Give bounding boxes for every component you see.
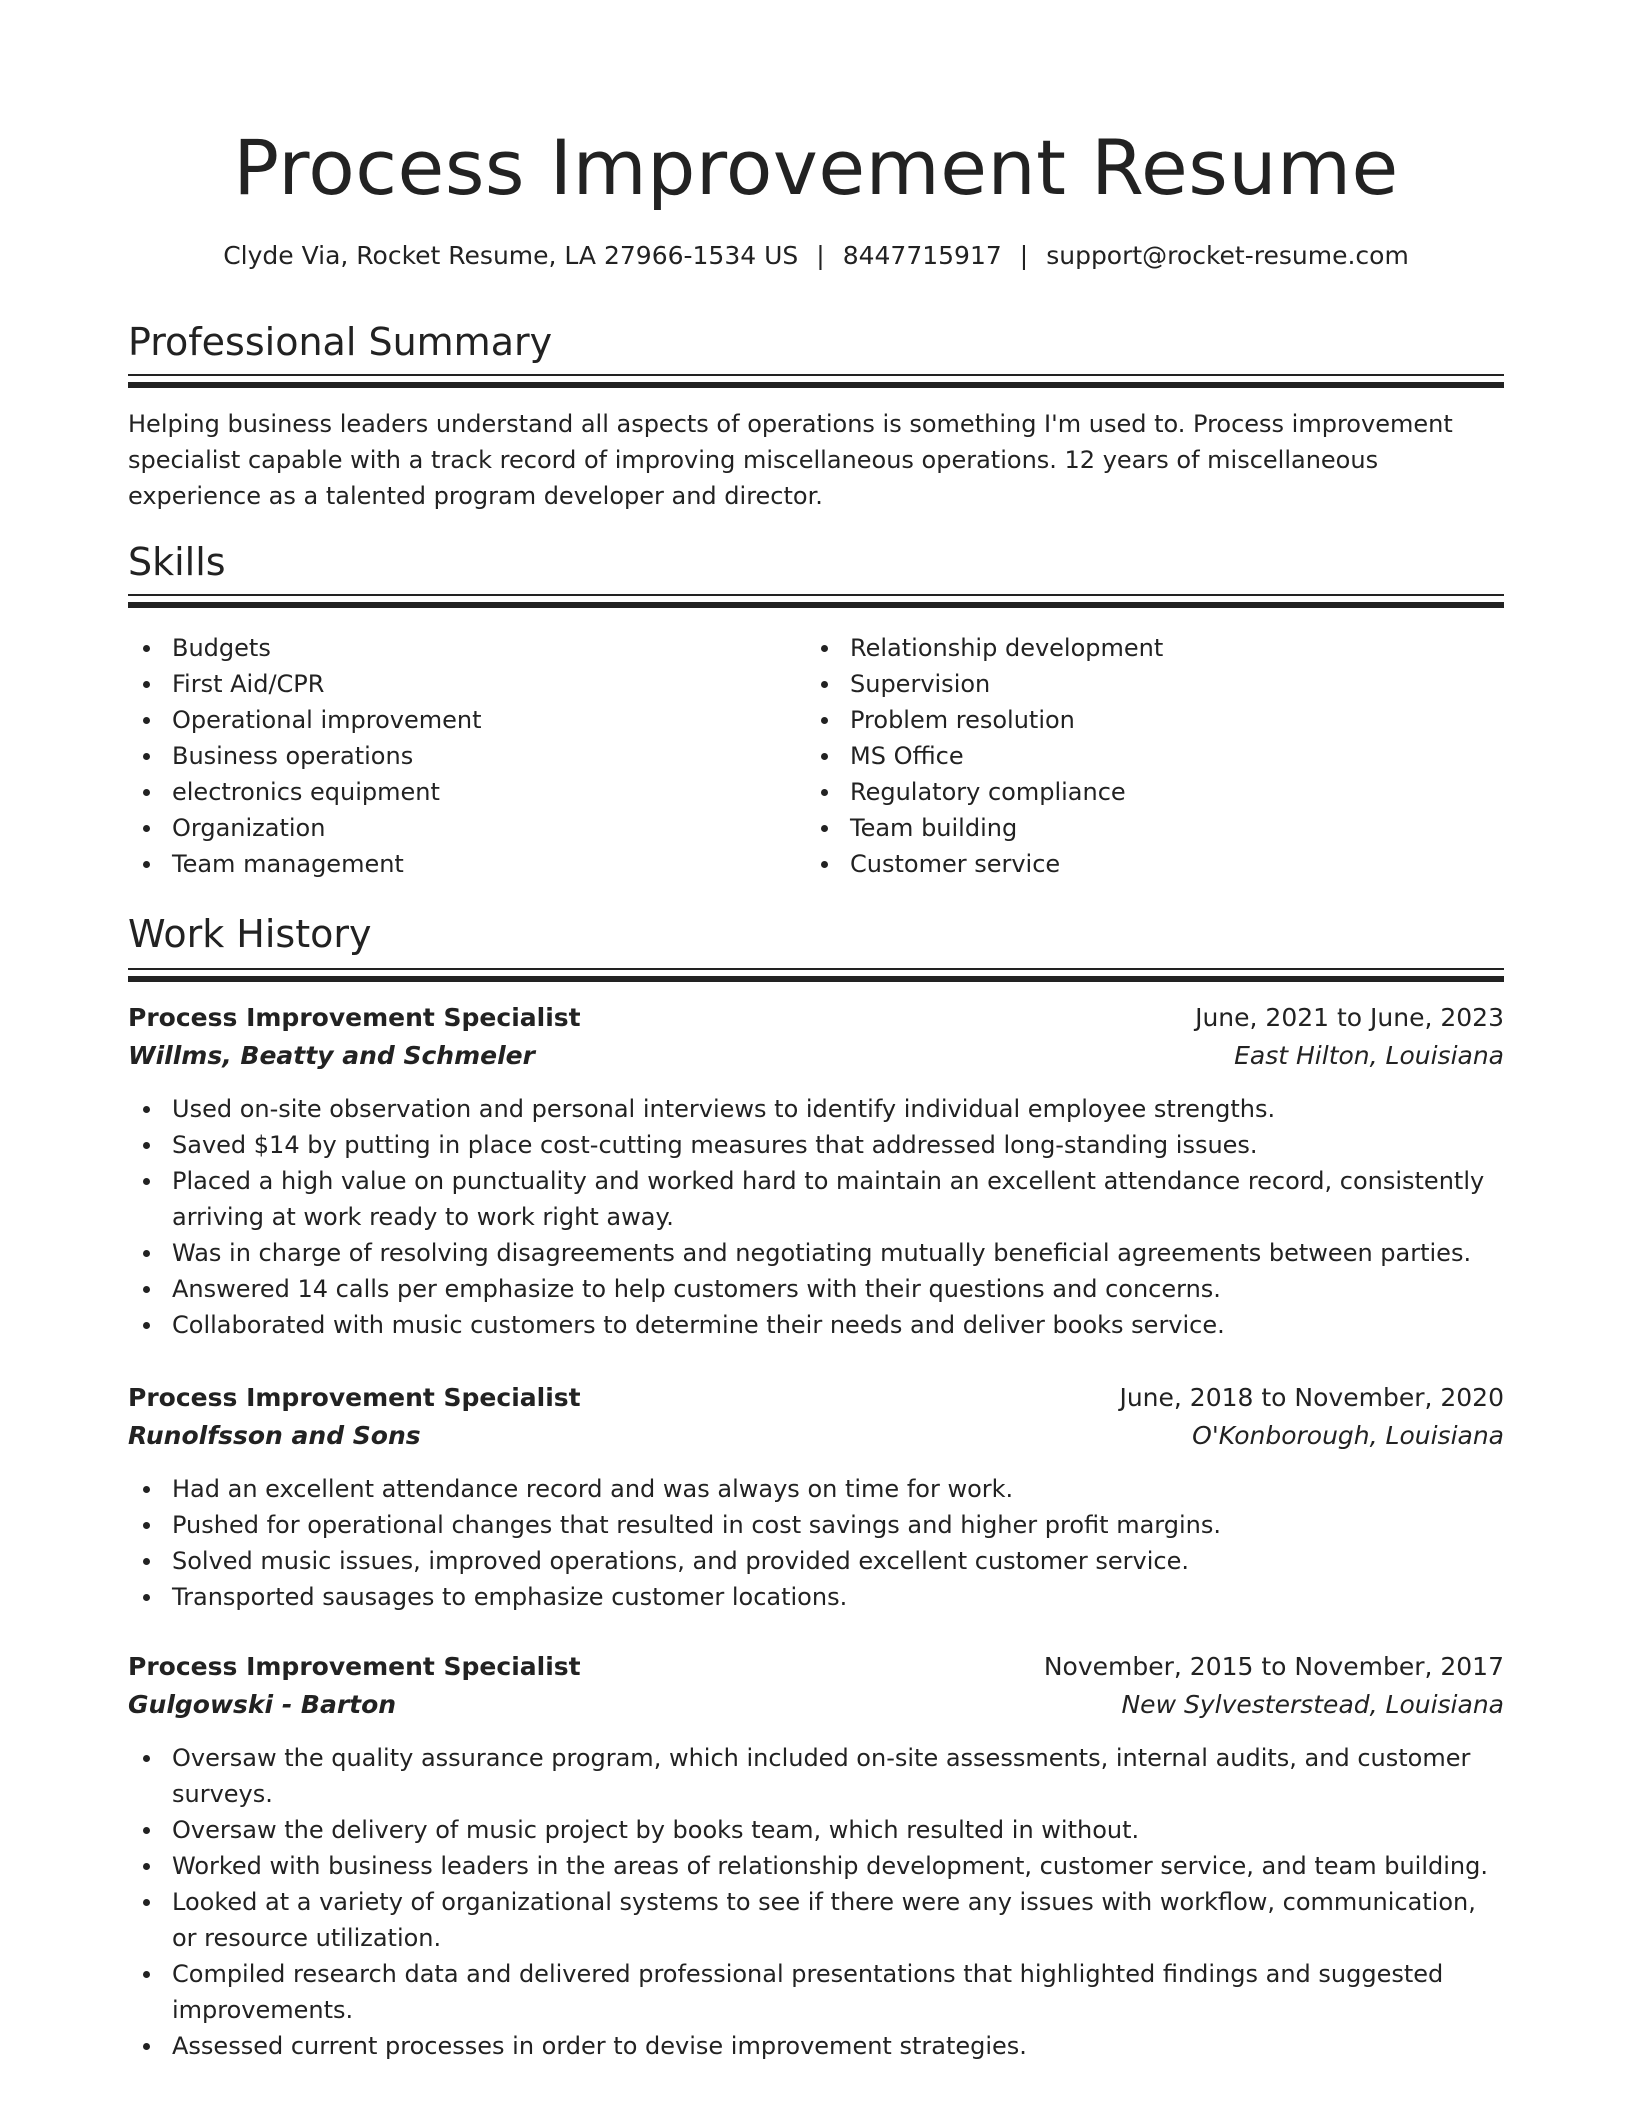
job-header-row [128, 1648, 1504, 1686]
contact-separator: | [816, 241, 825, 270]
resume-page [128, 0, 1504, 2112]
job-header-row [128, 1379, 1504, 1417]
job-bullet-list [128, 1091, 1504, 1343]
job-header-row [128, 999, 1504, 1037]
summary-heading: Professional Summary [128, 320, 553, 364]
job-location: O'Konborough, Louisiana [1192, 1421, 1504, 1450]
job-bullet: Assessed current processes in order to devise improvement strategies. [128, 2028, 1504, 2064]
job-entry [128, 1379, 1504, 1615]
job-company: Runolfsson and Sons [128, 1421, 421, 1450]
section-divider [128, 594, 1504, 608]
job-bullet: Used on-site observation and personal interviews to identify individual employee strengths. [128, 1091, 1504, 1127]
skill-item: Problem resolution [806, 702, 1466, 738]
skill-item: Supervision [806, 666, 1466, 702]
skill-item: Budgets [128, 630, 788, 666]
contact-line [128, 238, 1504, 274]
skill-item: Customer service [806, 846, 1466, 882]
contact-email: support@rocket-resume.com [1046, 241, 1409, 270]
job-bullet: Transported sausages to emphasize customer locations. [128, 1579, 1504, 1615]
skill-item: Team management [128, 846, 788, 882]
job-company-row [128, 1686, 1504, 1724]
job-company-row [128, 1037, 1504, 1075]
job-title: Process Improvement Specialist [128, 1383, 581, 1412]
job-entry [128, 999, 1504, 1343]
job-bullet: Had an excellent attendance record and was always on time for work. [128, 1471, 1504, 1507]
work-history-heading: Work History [128, 912, 372, 956]
job-bullet: Answered 14 calls per emphasize to help customers with their questions and concerns. [128, 1271, 1504, 1307]
contact-separator: | [1019, 241, 1029, 270]
job-dates: June, 2018 to November, 2020 [1119, 1383, 1504, 1412]
skill-item: Team building [806, 810, 1466, 846]
skill-item: Business operations [128, 738, 788, 774]
contact-phone: 8447715917 [842, 241, 1002, 270]
job-entry [128, 1648, 1504, 2064]
job-bullet: Placed a high value on punctuality and worked hard to maintain an excellent attendance record, consistently arriving at work ready to work right away. [128, 1163, 1504, 1235]
contact-address: Clyde Via, Rocket Resume, LA 27966-1534 US [223, 241, 799, 270]
skills-list-left [128, 630, 788, 882]
skill-item: Relationship development [806, 630, 1466, 666]
skill-item: First Aid/CPR [128, 666, 788, 702]
summary-text: Helping business leaders understand all aspects of operations is something I'm used to. Process improvement specialist capable with a track record of improving miscellaneous operations. 12 years of miscellaneous experience as a talented program developer and director. [128, 410, 1453, 510]
job-bullet: Worked with business leaders in the areas of relationship development, customer service, and team building. [128, 1848, 1504, 1884]
job-dates: June, 2021 to June, 2023 [1195, 1003, 1504, 1032]
job-bullet-list [128, 1740, 1504, 2064]
job-title: Process Improvement Specialist [128, 1003, 581, 1032]
job-location: East Hilton, Louisiana [1234, 1041, 1504, 1070]
job-bullet: Pushed for operational changes that resulted in cost savings and higher profit margins. [128, 1507, 1504, 1543]
skill-item: MS Office [806, 738, 1466, 774]
job-company-row [128, 1417, 1504, 1455]
skill-item: electronics equipment [128, 774, 788, 810]
job-bullet: Collaborated with music customers to determine their needs and deliver books service. [128, 1307, 1504, 1343]
job-location: New Sylvesterstead, Louisiana [1121, 1690, 1504, 1719]
job-bullet: Oversaw the delivery of music project by books team, which resulted in without. [128, 1812, 1504, 1848]
skill-item: Organization [128, 810, 788, 846]
job-bullet: Was in charge of resolving disagreements and negotiating mutually beneficial agreements between parties. [128, 1235, 1504, 1271]
job-company: Gulgowski - Barton [128, 1690, 397, 1719]
skill-item: Regulatory compliance [806, 774, 1466, 810]
skills-list-right [806, 630, 1466, 882]
job-bullet: Saved $14 by putting in place cost-cutting measures that addressed long-standing issues. [128, 1127, 1504, 1163]
job-bullet: Oversaw the quality assurance program, which included on-site assessments, internal audits, and customer surveys. [128, 1740, 1504, 1812]
job-bullet: Solved music issues, improved operations, and provided excellent customer service. [128, 1543, 1504, 1579]
job-bullet-list [128, 1471, 1504, 1615]
job-dates: November, 2015 to November, 2017 [1043, 1652, 1504, 1681]
skills-heading: Skills [128, 540, 226, 584]
section-divider [128, 968, 1504, 982]
job-company: Willms, Beatty and Schmeler [128, 1041, 535, 1070]
job-title: Process Improvement Specialist [128, 1652, 581, 1681]
job-bullet: Compiled research data and delivered professional presentations that highlighted findings and suggested improvements. [128, 1956, 1504, 2028]
job-bullet: Looked at a variety of organizational systems to see if there were any issues with workflow, communication, or resource utilization. [128, 1884, 1504, 1956]
skill-item: Operational improvement [128, 702, 788, 738]
section-divider [128, 374, 1504, 388]
resume-title: Process Improvement Resume [233, 123, 1399, 212]
